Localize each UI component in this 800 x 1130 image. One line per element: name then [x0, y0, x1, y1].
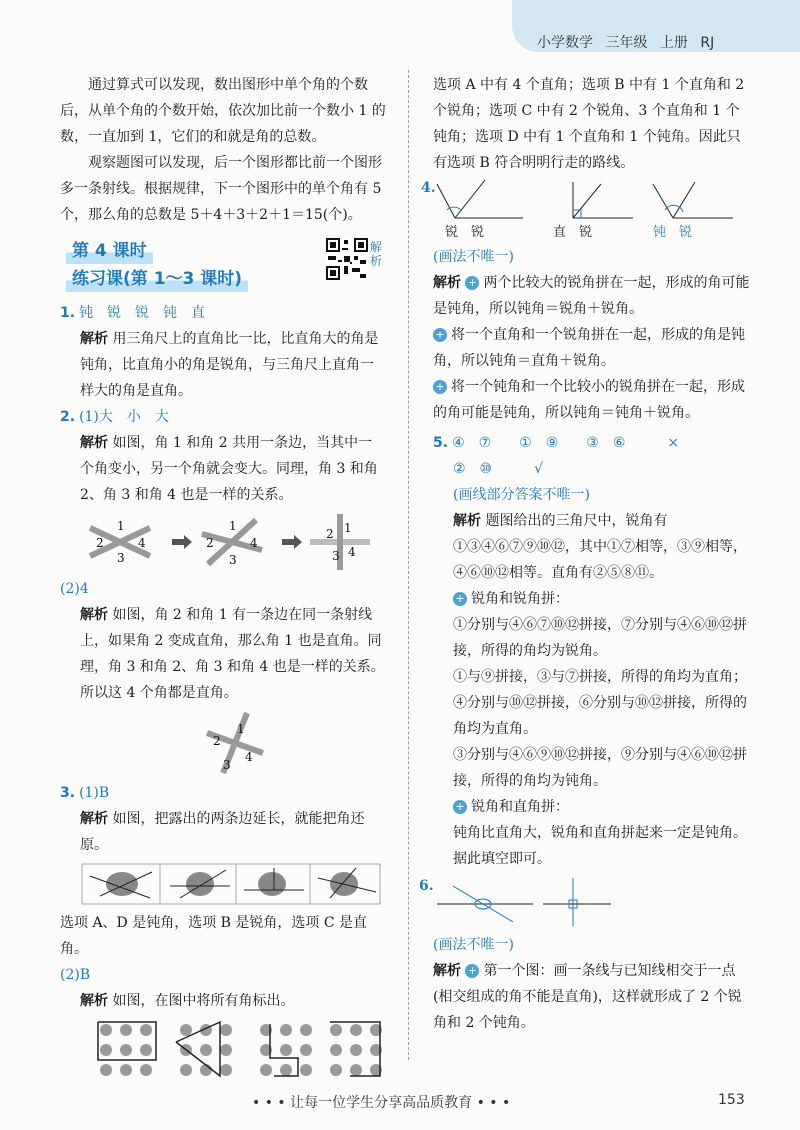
q6-explanation-text: 第一个图：画一条线与已知线相交于一点(相交组成的角不能是直角)，这样就形成了 2 个锐角和 2 个钝角。: [433, 963, 742, 1031]
page-number: 153: [718, 1092, 745, 1108]
svg-text:1: 1: [344, 521, 352, 535]
q4-label-2: 直 锐: [553, 225, 593, 240]
lesson-title: 第 4 课时: [66, 238, 153, 264]
lesson-heading: [60, 236, 386, 300]
svg-text:2: 2: [206, 536, 214, 550]
q3-answer-1: (1)B: [79, 785, 110, 801]
plus-bullet-icon: +: [465, 964, 479, 978]
q3-angle-options-figure: [60, 862, 386, 906]
q4-explanation-2: [433, 322, 753, 374]
plus-bullet-icon: +: [453, 592, 467, 606]
q5-number: 5.: [433, 435, 449, 451]
q5-heading-2: [433, 794, 753, 820]
q3-answer-line-1: [60, 780, 386, 806]
q3-route-figures: [60, 1018, 386, 1080]
q2-explanation-1-text: 如图，角 1 和角 2 共用一条边，当其中一个角变小，另一个角就会变大。同理，角 3 和角 2、角 3 和角 4 也是一样的关系。: [80, 435, 378, 503]
q3-explanation-2-text: 如图，在图中将所有角标出。: [112, 993, 295, 1009]
q2-answer-2: (2)4: [60, 581, 89, 597]
q5-text-4: 钝角比直角大，锐角和直角拼起来一定是钝角。据此填空即可。: [453, 825, 747, 867]
q2-sticks-figure-1: [60, 512, 386, 572]
q3-options-text: 选项 A、D 是钝角，选项 B 是锐角，选项 C 是直角。: [60, 915, 368, 957]
q3-answer-line-2: [60, 962, 386, 988]
plus-bullet-icon: +: [453, 800, 467, 814]
q4-explanation-3: [433, 374, 753, 426]
q1-answer: 钝 锐 锐 钝 直: [79, 305, 206, 321]
q5-text-2: ①与⑨拼接，③与⑦拼接，所得的角均为直角；④分别与⑩⑫拼接，⑥分别与⑩⑫拼接，所得的角均为直角。: [453, 669, 747, 737]
svg-text:1: 1: [237, 722, 245, 736]
q2-explanation-1: [60, 430, 386, 508]
right-column: [419, 72, 753, 1036]
q1-explanation-text: 用三角尺上的直角比一比，比直角大的角是钝角，比直角小的角是锐角，与三角尺上直角一样大的角是直角。: [80, 331, 379, 399]
q4-explanation-1-text: 两个比较大的锐角拼在一起，形成的角可能是钝角，所以钝角＝锐角＋锐角。: [433, 275, 750, 317]
q4-angle-figures: [421, 180, 753, 240]
plus-bullet-icon: +: [433, 380, 447, 394]
plus-bullet-icon: +: [465, 276, 479, 290]
svg-text:4: 4: [250, 536, 258, 550]
svg-text:1: 1: [117, 519, 125, 533]
q4-explanation-3-text: 将一个钝角和一个比较小的锐角拼在一起，形成的角可能是钝角，所以钝角＝钝角＋锐角。: [433, 379, 745, 421]
svg-text:3: 3: [332, 549, 340, 563]
q4-label-3: 钝 锐: [653, 225, 693, 240]
svg-text:4: 4: [348, 545, 356, 559]
q5-note: (画线部分答案不唯一): [453, 487, 590, 503]
header-text: [537, 32, 714, 52]
q6-explanation: [433, 958, 753, 1036]
qr-code-icon[interactable]: [326, 238, 368, 280]
q5-heading-2-text: 锐角和直角拼：: [471, 799, 569, 815]
q5-explanation: [433, 508, 753, 586]
q2-answer-1: (1)大 小 大: [79, 409, 169, 425]
q2-explanation-2-text: 如图，角 2 和角 1 有一条边在同一条射线上，如果角 2 变成直角，那么角 1 也是直角。同理，角 3 和角 2、角 3 和角 4 也是一样的关系。所以这 4 个角都是直角。: [80, 607, 385, 701]
jiexi-label: 解析: [80, 435, 108, 451]
q2-number: 2.: [60, 409, 76, 425]
svg-text:1: 1: [229, 519, 237, 533]
q4-number: 4.: [421, 180, 436, 196]
q4-label-1: 锐 锐: [445, 225, 485, 240]
q5-answer-2: ② ⑩ √: [453, 461, 544, 477]
q3-number: 3.: [60, 785, 76, 801]
jiexi-label: 解析: [80, 993, 108, 1009]
left-column: [60, 72, 386, 1084]
header-edition: RJ: [700, 35, 715, 51]
header-subject: 小学数学: [537, 35, 593, 51]
svg-text:2: 2: [326, 527, 334, 541]
q4-note: (画法不唯一): [433, 249, 514, 265]
jiexi-label: 解析: [80, 331, 108, 347]
q2-sticks-figure-2: [60, 710, 386, 776]
q5-heading-1: [433, 586, 753, 612]
svg-text:4: 4: [138, 536, 146, 550]
svg-text:2: 2: [96, 536, 104, 550]
q4-explanation-2-text: 将一个直角和一个锐角拼在一起，形成的角是钝角，所以钝角＝直角＋锐角。: [433, 327, 745, 369]
q3-explanation-2: [60, 988, 386, 1014]
q6-intersecting-lines-figure: [419, 876, 753, 928]
q5-answer-1: ④ ⑦ ① ⑨ ③ ⑥ ×: [452, 435, 680, 451]
plus-bullet-icon: +: [433, 328, 447, 342]
jiexi-label: 解析: [80, 607, 108, 623]
q1-number: 1.: [60, 305, 76, 321]
column-divider: [408, 70, 409, 1060]
q5-explanation-text: 题图给出的三角尺中，锐角有①③④⑥⑦⑨⑩⑫，其中①⑦相等，③⑨相等，④⑥⑩⑫相等。直角有②⑤⑧⑪。: [453, 513, 747, 581]
qr-label: 解析: [370, 240, 383, 268]
q3-continued: 选项 A 中有 4 个直角；选项 B 中有 1 个直角和 2 个锐角；选项 C 中有 2 个锐角、3 个直角和 1 个钝角；选项 D 中有 1 个直角和 1 个钝角。因此只有选项 B 符合明明行走的路线。: [433, 77, 745, 171]
q1-answer-line: [60, 300, 386, 326]
svg-text:3: 3: [117, 551, 125, 565]
q3-explanation-1: [60, 806, 386, 858]
header-volume: 上册: [659, 35, 688, 51]
footer-slogan: • • • 让每一位学生分享高品质教育 • • •: [252, 1095, 511, 1111]
q5-text-3: ③分别与④⑥⑨⑩⑫拼接，⑨分别与④⑥⑩⑫拼接，所得的角均为钝角。: [453, 747, 747, 789]
q3-explanation-1-text: 如图，把露出的两条边延长，就能把角还原。: [80, 811, 365, 853]
q6-note: (画法不唯一): [433, 937, 514, 953]
q5-answer-line-1: [433, 430, 753, 456]
svg-text:3: 3: [229, 553, 237, 567]
q2-explanation-2: [60, 602, 386, 706]
q6-number: 6.: [419, 878, 434, 894]
q2-answer-line-2: [60, 576, 386, 602]
lesson-subtitle: 练习课(第 1～3 课时): [66, 266, 248, 292]
jiexi-label: 解析: [433, 963, 461, 979]
q2-answer-line-1: [60, 404, 386, 430]
jiexi-label: 解析: [80, 811, 108, 827]
jiexi-label: 解析: [433, 275, 461, 291]
q5-text-1: ①分别与④⑥⑦⑩⑫拼接，⑦分别与④⑥⑩⑫拼接，所得的角均为锐角。: [453, 617, 747, 659]
svg-text:3: 3: [223, 758, 231, 772]
q1-explanation: [60, 326, 386, 404]
header-grade: 三年级: [605, 35, 648, 51]
intro-paragraph-2: 观察题图可以发现，后一个图形都比前一个图形多一条射线。根据规律，下一个图形中的单个角有 5 个，那么角的总数是 5＋4＋3＋2＋1＝15(个)。: [60, 155, 382, 223]
q3-answer-2: (2)B: [60, 967, 91, 983]
svg-text:2: 2: [213, 734, 221, 748]
jiexi-label: 解析: [453, 513, 481, 529]
q5-heading-1-text: 锐角和锐角拼：: [471, 591, 569, 607]
intro-paragraph-1: 通过算式可以发现，数出图形中单个角的个数后，从单个角的个数开始，依次加比前一个数小 1 的数，一直加到 1，它们的和就是角的总数。: [60, 77, 386, 145]
svg-text:4: 4: [245, 750, 253, 764]
q4-explanation-1: [433, 270, 753, 322]
